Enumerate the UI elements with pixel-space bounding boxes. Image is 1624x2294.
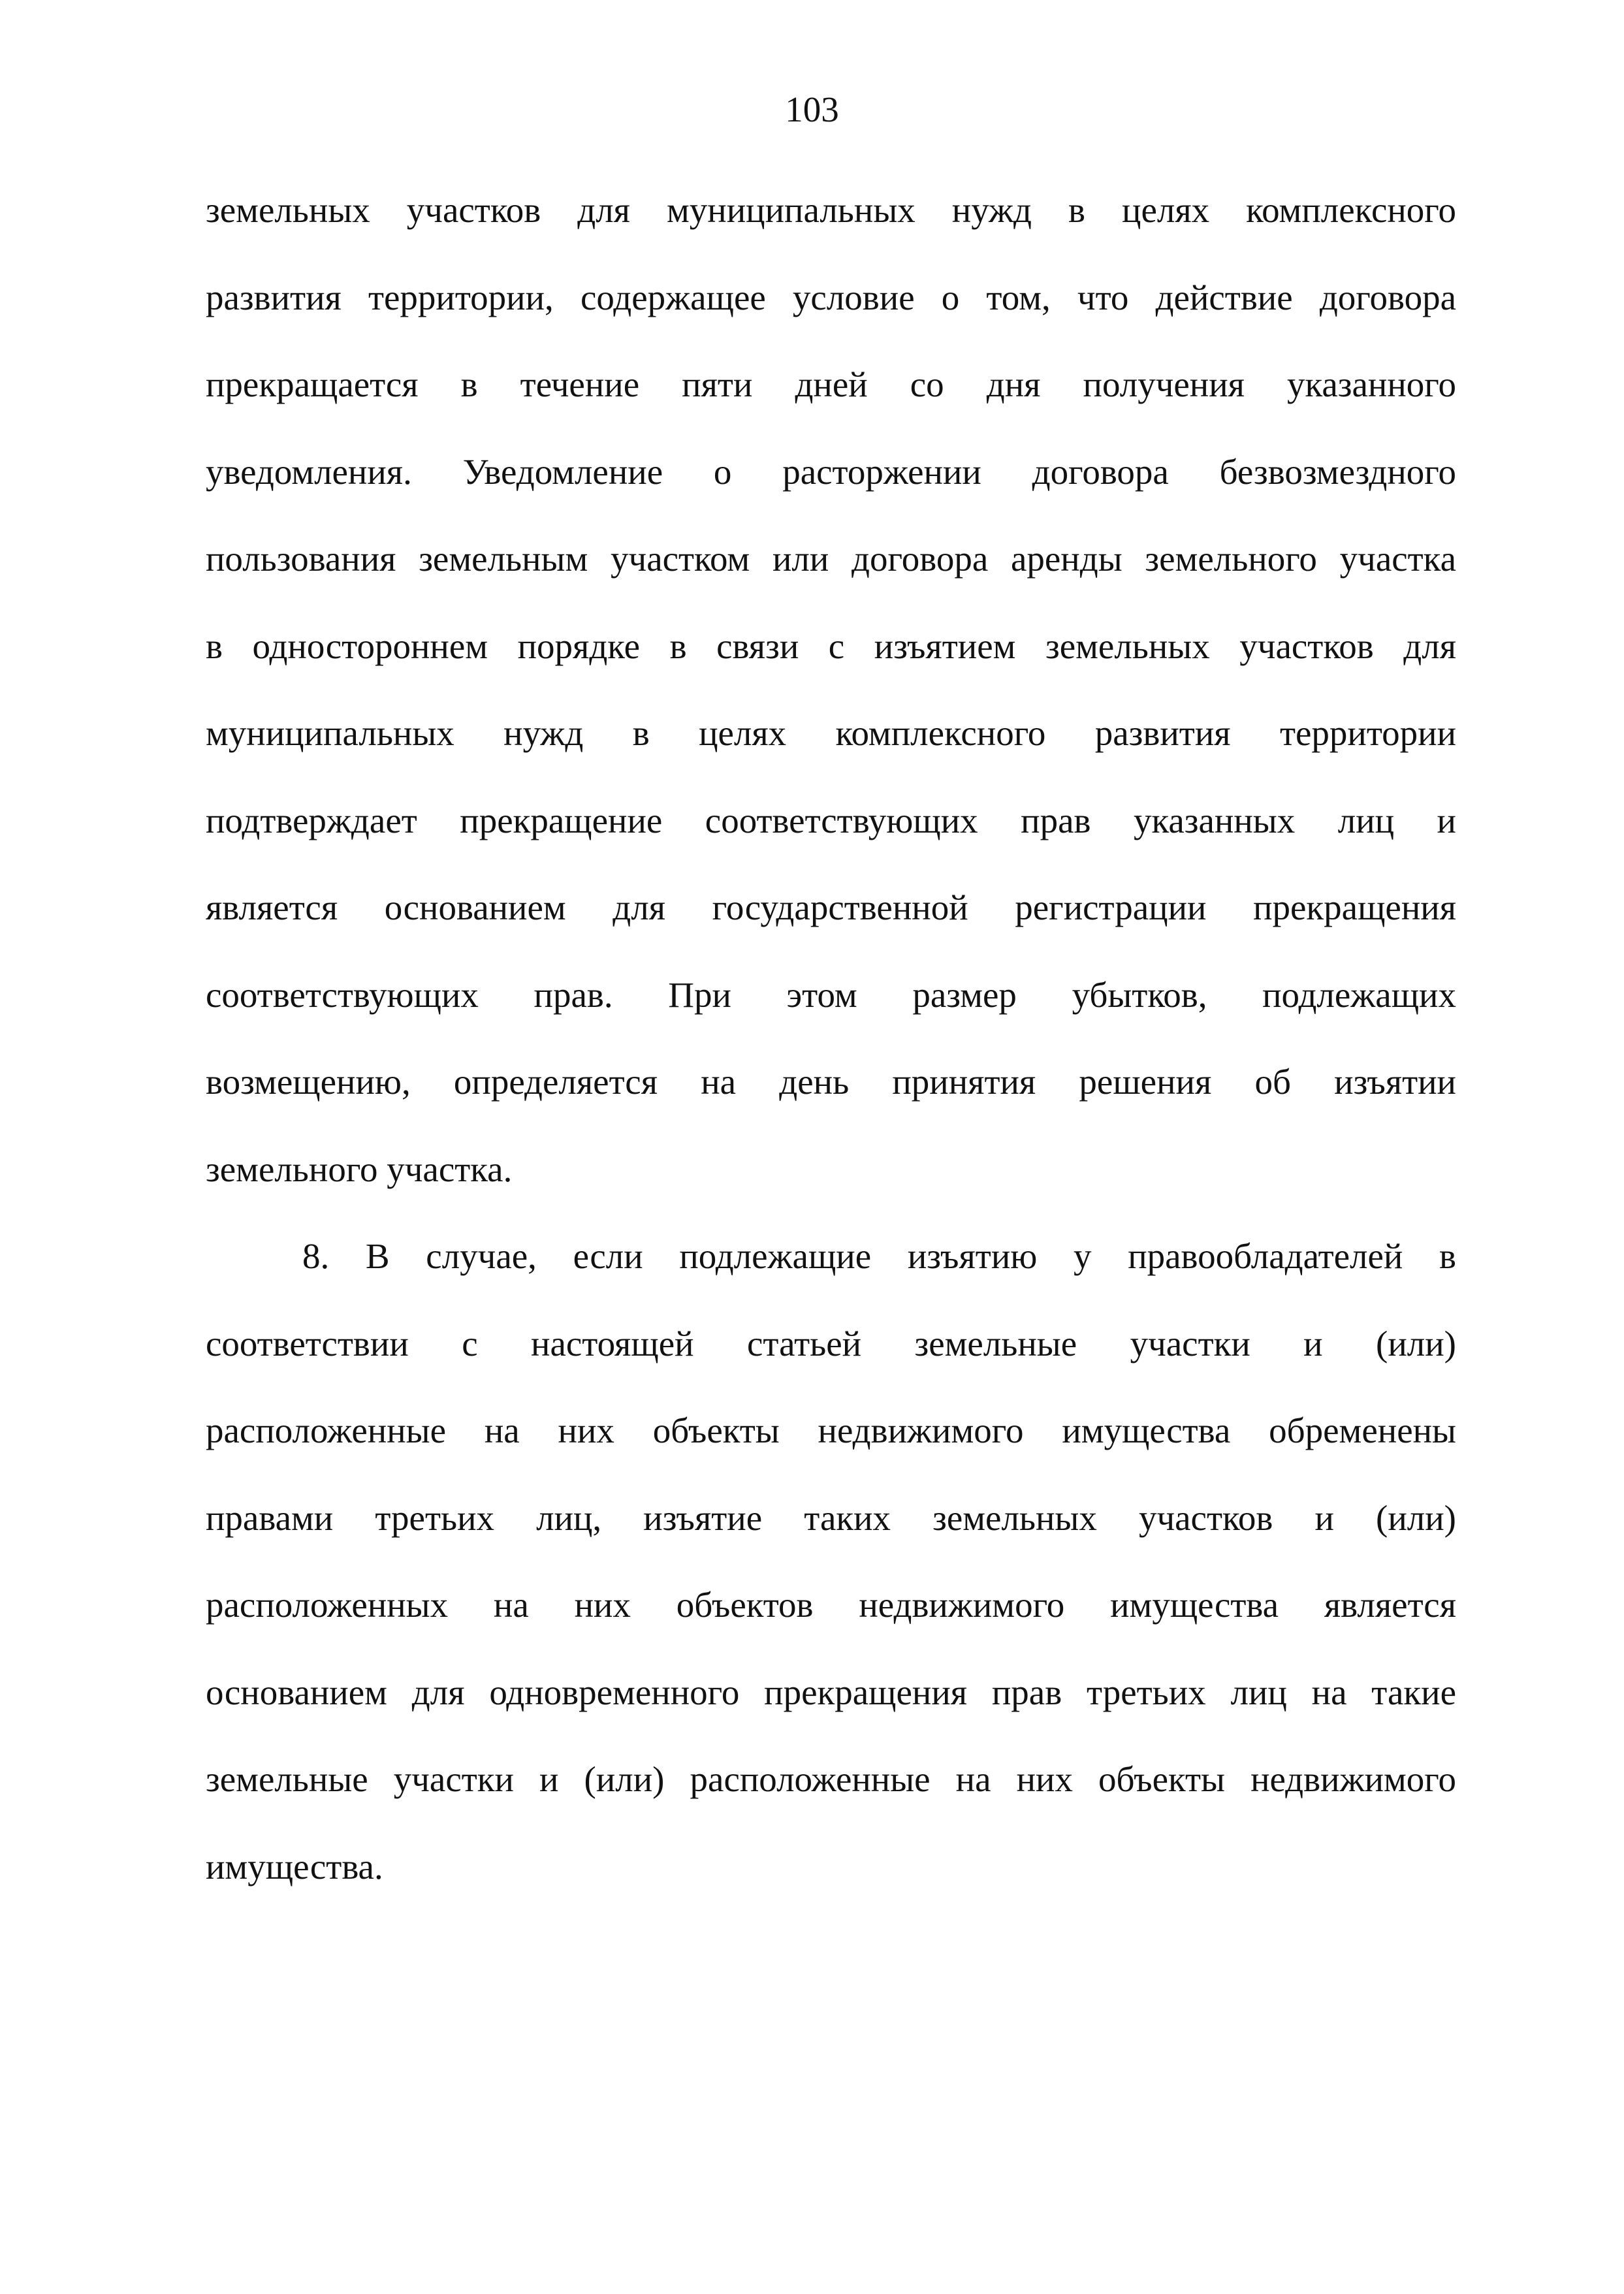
text-line: правами третьих лиц, изъятие таких земельных участков и (или): [206, 1497, 1456, 1538]
text-line: земельные участки и (или) расположенные на них объекты недвижимого: [206, 1759, 1456, 1799]
text-line: соответствующих прав. При этом размер убытков, подлежащих: [206, 974, 1456, 1015]
text-line: соответствии с настоящей статьей земельные участки и (или): [206, 1323, 1456, 1363]
text-line: расположенные на них объекты недвижимого имущества обременены: [206, 1410, 1456, 1450]
text-line: земельных участков для муниципальных нужд в целях комплексного: [206, 190, 1456, 230]
text-line: пользования земельным участком или договора аренды земельного участка: [206, 539, 1456, 579]
text-line: имущества.: [206, 1846, 383, 1887]
text-line: является основанием для государственной регистрации прекращения: [206, 887, 1456, 927]
text-line: 8. В случае, если подлежащие изъятию у правообладателей в: [302, 1236, 1456, 1276]
paragraph-continuation: [206, 167, 1456, 1213]
text-line: земельного участка.: [206, 1149, 513, 1189]
page-number: 103: [785, 89, 839, 129]
text-line: прекращается в течение пяти дней со дня получения указанного: [206, 364, 1456, 404]
text-line: расположенных на них объектов недвижимого имущества является: [206, 1585, 1456, 1625]
document-body: [206, 167, 1456, 1910]
text-line: возмещению, определяется на день принятия решения об изъятии: [206, 1062, 1456, 1102]
paragraph-item-8: [206, 1213, 1456, 1910]
text-line: подтверждает прекращение соответствующих прав указанных лиц и: [206, 800, 1456, 840]
text-line: в одностороннем порядке в связи с изъятием земельных участков для: [206, 626, 1456, 666]
text-line: развития территории, содержащее условие о том, что действие договора: [206, 277, 1456, 317]
text-line: уведомления. Уведомление о расторжении договора безвозмездного: [206, 451, 1456, 492]
text-line: основанием для одновременного прекращения прав третьих лиц на такие: [206, 1672, 1456, 1712]
text-line: муниципальных нужд в целях комплексного развития территории: [206, 713, 1456, 753]
